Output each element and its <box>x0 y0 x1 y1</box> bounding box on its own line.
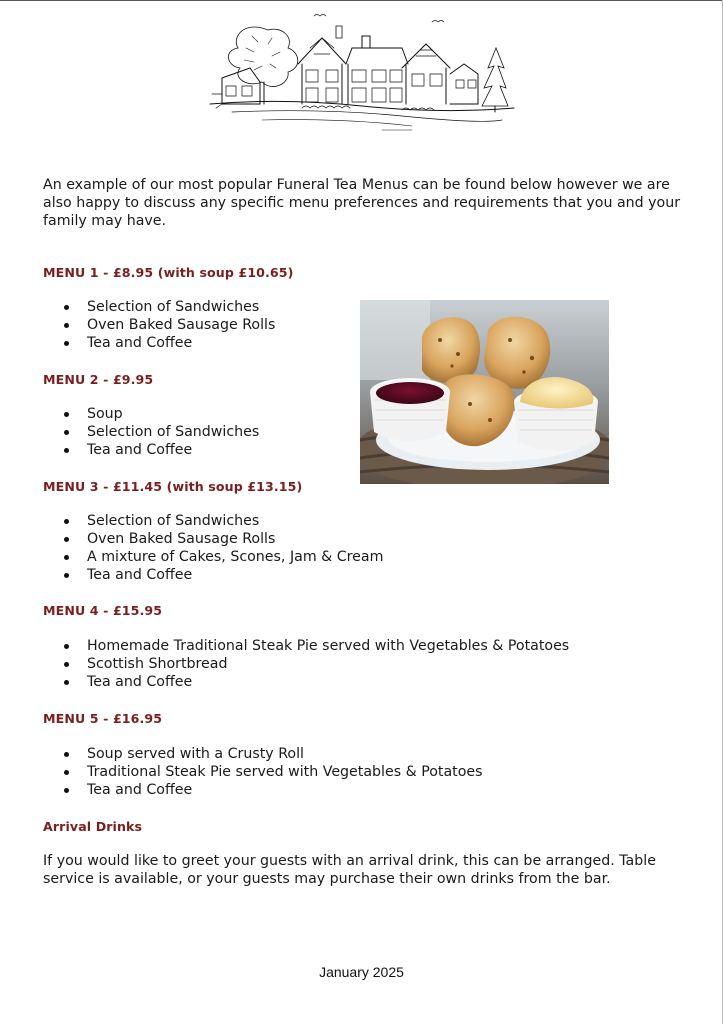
list-item: Tea and Coffee <box>43 334 275 352</box>
bullet-icon <box>64 573 69 578</box>
list-item: Tea and Coffee <box>43 566 383 584</box>
page-top-border <box>0 0 723 1</box>
bullet-icon <box>64 341 69 346</box>
list-item: Homemade Traditional Steak Pie served with Vegetables & Potatoes <box>43 637 569 655</box>
list-item: Scottish Shortbread <box>43 655 569 673</box>
arrival-drinks-paragraph: If you would like to greet your guests with an arrival drink, this can be arranged. Table service is available, or your guests may purchase their own drinks from the bar. <box>43 853 656 887</box>
bullet-icon <box>64 537 69 542</box>
menu-2-heading: MENU 2 - £9.95 <box>43 372 154 387</box>
bullet-icon <box>64 788 69 793</box>
list-item: Selection of Sandwiches <box>43 512 383 530</box>
menu-2-items <box>43 405 259 459</box>
arrival-drinks-heading: Arrival Drinks <box>43 819 143 834</box>
list-item: Tea and Coffee <box>43 781 483 799</box>
menu-5-items <box>43 745 483 799</box>
list-item: Oven Baked Sausage Rolls <box>43 316 275 334</box>
list-item: Tea and Coffee <box>43 673 569 691</box>
menu-3-heading: MENU 3 - £11.45 (with soup £13.15) <box>43 479 303 494</box>
menu-1-items <box>43 298 275 352</box>
menu-4-items <box>43 637 569 691</box>
bullet-icon <box>64 430 69 435</box>
hotel-sketch-logo <box>202 8 522 136</box>
bullet-icon <box>64 770 69 775</box>
list-item: Oven Baked Sausage Rolls <box>43 530 383 548</box>
bullet-icon <box>64 680 69 685</box>
bullet-icon <box>64 752 69 757</box>
list-item: A mixture of Cakes, Scones, Jam & Cream <box>43 548 383 566</box>
bullet-icon <box>64 448 69 453</box>
list-item: Soup served with a Crusty Roll <box>43 745 483 763</box>
menu-3-items <box>43 512 383 584</box>
bullet-icon <box>64 519 69 524</box>
bullet-icon <box>64 644 69 649</box>
bullet-icon <box>64 555 69 560</box>
menu-5-heading: MENU 5 - £16.95 <box>43 711 163 726</box>
menu-1-heading: MENU 1 - £8.95 (with soup £10.65) <box>43 265 294 280</box>
menu-4-heading: MENU 4 - £15.95 <box>43 603 163 618</box>
list-item: Tea and Coffee <box>43 441 259 459</box>
list-item: Traditional Steak Pie served with Vegetables & Potatoes <box>43 763 483 781</box>
bullet-icon <box>64 662 69 667</box>
list-item: Soup <box>43 405 259 423</box>
footer-date: January 2025 <box>319 964 404 980</box>
intro-paragraph: An example of our most popular Funeral Tea Menus can be found below however we are also happy to discuss any specific menu preferences and requirements that you and your family may have. <box>43 177 681 229</box>
bullet-icon <box>64 305 69 310</box>
list-item: Selection of Sandwiches <box>43 423 259 441</box>
bullet-icon <box>64 323 69 328</box>
bullet-icon <box>64 412 69 417</box>
scones-photo <box>360 300 609 484</box>
list-item: Selection of Sandwiches <box>43 298 275 316</box>
